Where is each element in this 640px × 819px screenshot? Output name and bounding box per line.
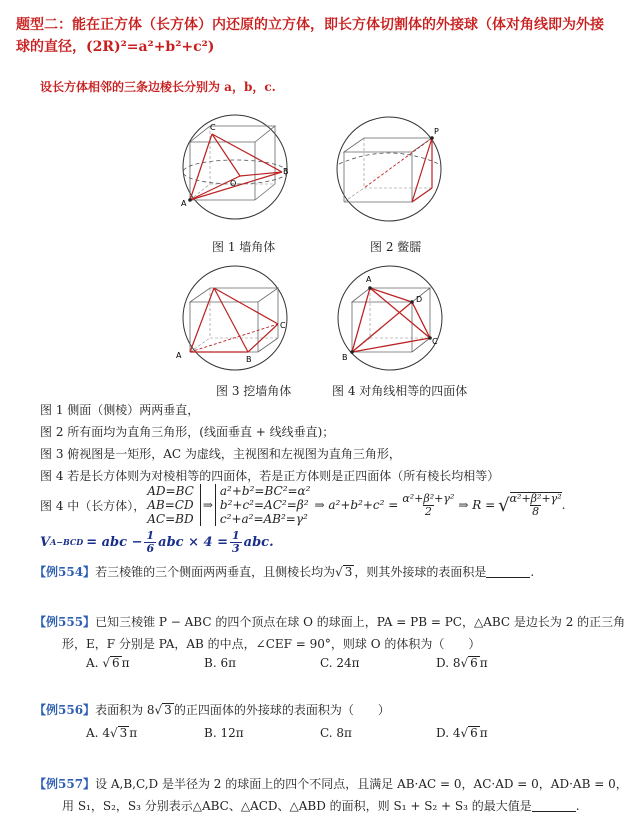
example-557-label: 【例557】 xyxy=(34,777,96,791)
answer-blank[interactable] xyxy=(532,799,576,812)
option-556-c[interactable] xyxy=(320,726,352,740)
derivation-system-2 xyxy=(215,484,311,526)
answer-blank[interactable] xyxy=(486,565,530,578)
note-1: 图 1 侧面（侧棱）两两垂直， xyxy=(40,403,200,417)
figure-1-diagram xyxy=(170,112,300,222)
example-556-text: 表面积为 8 xyxy=(95,703,155,717)
example-555-label: 【例555】 xyxy=(34,615,96,629)
note-3: 图 3 俯视图是一矩形，AC 为虚线，主视图和左视图为直角三角形， xyxy=(40,447,401,461)
fig4-derivation xyxy=(40,482,630,528)
derivation-system-1 xyxy=(147,484,201,526)
option-value: 6π xyxy=(220,656,236,670)
example-555-text: 已知三棱锥 P − ABC 的四个顶点在球 O 的球面上，PA = PB = PC，△ABC 是边长为 2 的正三角 xyxy=(95,615,626,629)
derivation-r: ⇒ R = xyxy=(458,498,496,512)
sys2-eq-2: b²+c²=AC²=β² xyxy=(219,498,309,512)
volume-tail: abc. xyxy=(243,534,274,550)
volume-eq: = abc − xyxy=(86,534,143,550)
example-556-text-2: 的正四面体的外接球的表面积为（ ） xyxy=(173,703,390,717)
fig4-label-d: D xyxy=(416,295,423,304)
fig1-label-c: C xyxy=(210,123,216,132)
sys2-eq-3: c²+a²=AB²=γ² xyxy=(219,512,308,526)
example-555-line-2: 形，E，F 分别是 PA，AB 的中点，∠CEF = 90°，则球 O 的体积为（ ） xyxy=(62,637,481,651)
fig1-label-b: B xyxy=(283,167,289,176)
sqrt-radical-icon: √ xyxy=(498,494,510,516)
option-555-b[interactable] xyxy=(204,656,236,670)
option-sqrt: 6 xyxy=(470,656,478,670)
option-556-a[interactable] xyxy=(86,726,137,740)
example-556 xyxy=(34,702,390,718)
sys1-eq-1: AD=BC xyxy=(147,484,194,498)
note-4: 图 4 若是长方体则为对棱相等的四面体，若是正方体则是正四面体（所有棱长均相等） xyxy=(40,469,500,483)
fig1-label-o: O xyxy=(230,179,237,188)
option-value: 24π xyxy=(336,656,360,670)
example-554-label: 【例554】 xyxy=(34,565,96,579)
example-555 xyxy=(34,614,625,630)
option-sqrt: 6 xyxy=(470,726,478,740)
sys1-eq-3: AC=BD xyxy=(147,512,194,526)
example-557-text-2: 用 S₁，S₂，S₃ 分别表示△ABC、△ACD、△ABD 的面积，则 S₁ + S₂ + S₃ 的最大值是 xyxy=(62,799,532,813)
example-554-sqrt: 3 xyxy=(344,565,353,579)
figure-4-diagram xyxy=(330,262,450,374)
option-post: π xyxy=(129,726,138,740)
example-557-end: . xyxy=(575,799,580,813)
option-value: 4 xyxy=(452,726,461,740)
option-letter: D. xyxy=(436,656,450,670)
figure-1-caption: 图 1 墙角体 xyxy=(212,240,276,254)
example-554-end: . xyxy=(530,565,535,579)
example-554-text: 若三棱锥的三个侧面两两垂直，且侧棱长均为 xyxy=(95,565,336,579)
fig3-label-c: C xyxy=(280,321,286,330)
option-sqrt: 6 xyxy=(111,656,120,670)
fig2-label-p: P xyxy=(434,127,439,136)
sqrt-icon: √ xyxy=(460,726,469,740)
option-post: π xyxy=(479,656,488,670)
frac2-numerator: α²+β²+γ² xyxy=(509,492,562,505)
volume-lhs: V xyxy=(40,534,51,550)
note-2: 图 2 所有面均为直角三角形，(线面垂直 + 线线垂直)； xyxy=(40,425,335,439)
volume-mid: abc × 4 = xyxy=(158,534,228,550)
option-555-d[interactable] xyxy=(436,656,488,670)
option-value: 8 xyxy=(452,656,461,670)
figure-2-caption: 图 2 鳖臑 xyxy=(370,240,422,254)
sys2-eq-1: a²+b²=BC²=α² xyxy=(219,484,311,498)
subheading: 设长方体相邻的三条边棱长分别为 a，b，c. xyxy=(40,80,276,94)
figure-4-caption: 图 4 对角线相等的四面体 xyxy=(332,384,468,398)
derivation-fraction-2 xyxy=(510,492,562,518)
fig3-label-b: B xyxy=(246,355,252,364)
option-letter: D. xyxy=(436,726,450,740)
option-letter: B. xyxy=(204,656,217,670)
sqrt-icon: √ xyxy=(102,656,110,670)
vf1-numerator: 1 xyxy=(146,528,155,542)
heading-line-1: 题型二：能在正方体（长方体）内还原的立方体，即长方体切割体的外接球（体对角线即为外接 xyxy=(16,17,604,33)
fig3-label-a: A xyxy=(176,351,182,360)
example-557 xyxy=(34,776,628,792)
option-value: 12π xyxy=(220,726,244,740)
derivation-sum: ⇒ a²+b²+c² = xyxy=(314,498,399,512)
volume-subscript: A−BCD xyxy=(50,537,84,547)
option-letter: A. xyxy=(86,726,99,740)
derivation-fraction-1 xyxy=(402,493,454,518)
example-557-text: 设 A,B,C,D 是半径为 2 的球面上的四个不同点，且满足 AB·AC = 0，AC·AD = 0，AD·AB = 0， xyxy=(95,777,628,791)
option-letter: C. xyxy=(320,726,333,740)
sqrt-icon: √ xyxy=(109,726,118,740)
heading-line-2: 球的直径，(2R)²=a²+b²+c²) xyxy=(16,39,215,55)
volume-fraction-2 xyxy=(230,530,242,555)
frac2-denominator: 8 xyxy=(532,505,540,518)
option-sqrt: 3 xyxy=(119,726,128,740)
volume-formula xyxy=(40,528,274,556)
volume-fraction-1 xyxy=(144,530,156,555)
option-556-d[interactable] xyxy=(436,726,488,740)
sqrt-icon: √ xyxy=(335,565,343,579)
option-letter: C. xyxy=(320,656,333,670)
option-letter: A. xyxy=(86,656,99,670)
fig4-label-c: C xyxy=(432,337,438,346)
example-554 xyxy=(34,564,534,580)
section-heading xyxy=(16,14,626,58)
derivation-end: . xyxy=(561,498,566,512)
option-value: 4 xyxy=(102,726,110,740)
example-556-label: 【例556】 xyxy=(34,703,96,717)
vf2-denominator: 3 xyxy=(231,541,240,555)
option-post: π xyxy=(121,656,130,670)
option-556-b[interactable] xyxy=(204,726,244,740)
frac1-denominator: 2 xyxy=(424,504,432,518)
vf1-denominator: 6 xyxy=(146,541,155,555)
fig4-label-a: A xyxy=(366,275,372,284)
option-555-c[interactable] xyxy=(320,656,360,670)
option-letter: B. xyxy=(204,726,217,740)
fig1-label-a: A xyxy=(181,199,187,208)
option-post: π xyxy=(479,726,488,740)
example-557-line-2 xyxy=(62,798,580,814)
example-554-text-2: ，则其外接球的表面积是 xyxy=(354,565,487,579)
vf2-numerator: 1 xyxy=(231,528,240,542)
frac1-numerator: α²+β²+γ² xyxy=(402,491,455,505)
sqrt-icon: √ xyxy=(460,656,469,670)
example-556-sqrt: 3 xyxy=(164,703,172,717)
option-value: 8π xyxy=(336,726,352,740)
derivation-arrow: ⇒ xyxy=(202,498,213,512)
sqrt-icon: √ xyxy=(154,703,163,717)
derivation-prefix: 图 4 中（长方体）， xyxy=(40,498,146,513)
fig4-label-b: B xyxy=(342,353,348,362)
figure-2-diagram xyxy=(324,112,454,222)
figure-3-diagram xyxy=(170,262,300,374)
option-555-a[interactable] xyxy=(86,656,130,670)
figure-3-caption: 图 3 挖墙角体 xyxy=(216,384,292,398)
sys1-eq-2: AB=CD xyxy=(147,498,194,512)
